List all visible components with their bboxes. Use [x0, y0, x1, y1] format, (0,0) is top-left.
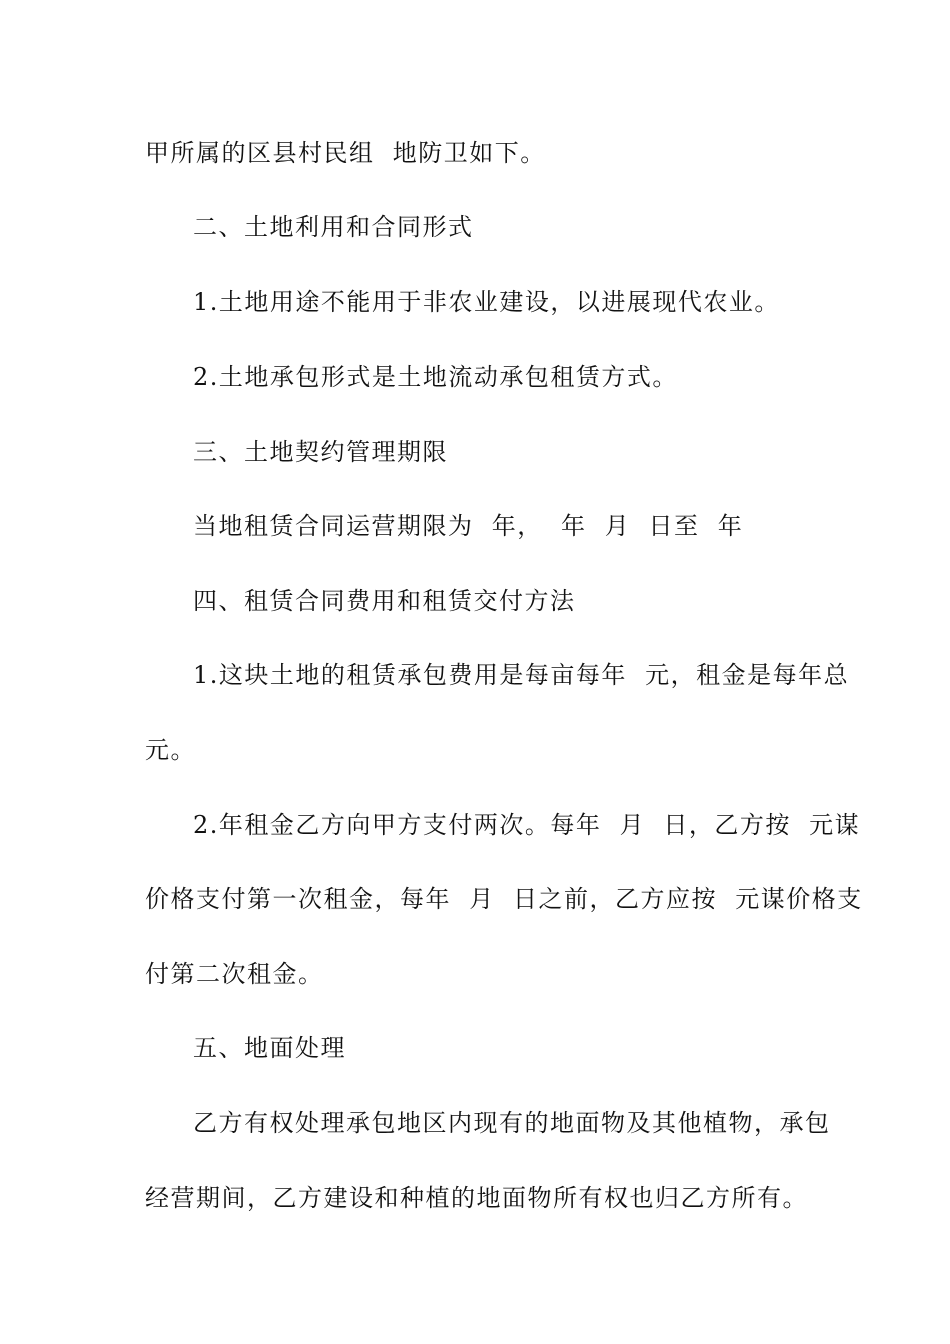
paragraph-line: 经营期间，乙方建设和种植的地面物所有权也归乙方所有。 — [145, 1184, 808, 1212]
paragraph-line: 乙方有权处理承包地区内现有的地面物及其他植物，承包 — [193, 1109, 831, 1137]
section-heading: 二、土地利用和合同形式 — [193, 213, 474, 241]
paragraph-line: 1.土地用途不能用于非农业建设，以进展现代农业。 — [193, 288, 780, 316]
paragraph-line: 2.土地承包形式是土地流动承包租赁方式。 — [193, 363, 678, 391]
paragraph-line: 2.年租金乙方向甲方支付两次。每年 月 日，乙方按 元谋 — [193, 811, 861, 839]
paragraph-line: 价格支付第一次租金，每年 月 日之前，乙方应按 元谋价格支 — [145, 885, 863, 913]
section-heading: 四、租赁合同费用和租赁交付方法 — [193, 587, 576, 615]
paragraph-line: 1.这块土地的租赁承包费用是每亩每年 元，租金是每年总 — [193, 661, 850, 689]
paragraph-line: 当地租赁合同运营期限为 年， 年 月 日至 年 — [193, 512, 744, 540]
paragraph-line: 付第二次租金。 — [145, 960, 324, 988]
paragraph-line: 甲所属的区县村民组 地防卫如下。 — [145, 139, 546, 167]
paragraph-line: 元。 — [145, 736, 196, 764]
section-heading: 五、地面处理 — [193, 1034, 346, 1062]
section-heading: 三、土地契约管理期限 — [193, 438, 448, 466]
